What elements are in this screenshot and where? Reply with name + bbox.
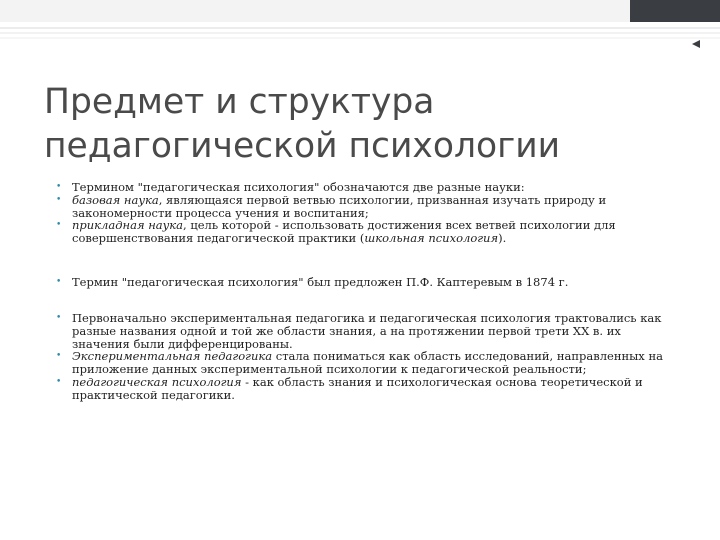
bullet-italic-term: базовая наука	[72, 192, 159, 207]
bullet-italic-term: Экспериментальная педагогика	[72, 349, 273, 364]
bullet-group-term-origin	[52, 276, 682, 289]
slide-title: Предмет и структура педагогической психологии	[44, 82, 561, 166]
bullet-item	[52, 276, 682, 289]
bullet-icon: •	[56, 194, 62, 205]
bullet-item	[52, 194, 682, 220]
bullet-text: Термин "педагогическая психология" был предложен П.Ф. Каптеревым в 1874 г.	[72, 275, 569, 289]
bullet-text: Первоначально экспериментальная педагогика и педагогическая психология трактовались как разные названия одной и той же области знания, а на протяжении первой трети XX в. их значения были дифференцированы.	[72, 311, 662, 351]
bullet-icon: •	[56, 220, 62, 231]
bullet-item	[52, 312, 682, 350]
bullet-group-history	[52, 312, 682, 402]
bullet-italic-term: прикладная наука	[72, 218, 184, 233]
bullet-group-definitions	[52, 181, 682, 245]
bullet-text: стала пониматься как область исследований, направленных на приложение данных экспериментальной психологии к педагогической реальности;	[72, 349, 663, 377]
bullet-italic-term: педагогическая психология	[72, 374, 242, 389]
bullet-item	[52, 350, 682, 376]
bullet-text: - как область знания и психологическая основа теоретической и практической педагогики.	[72, 374, 643, 402]
bullet-item	[52, 376, 682, 402]
bullet-icon: •	[56, 376, 62, 387]
bullet-italic-term: школьная психология	[364, 231, 499, 246]
bullet-icon: •	[56, 313, 62, 323]
header-decoration-lines	[0, 0, 720, 60]
bullet-text: , цель которой - использовать достижения всех ветвей психологии для совершенствования педагогической практики (	[72, 218, 616, 246]
bullet-icon: •	[56, 182, 62, 192]
bullet-text: Термином "педагогическая психология" обозначаются две разные науки:	[72, 180, 525, 194]
bullet-item	[52, 219, 682, 245]
bullet-icon: •	[56, 351, 62, 362]
bullet-icon: •	[56, 277, 62, 287]
bullet-text: ).	[498, 231, 507, 246]
bullet-text: , являющаяся первой ветвью психологии, призванная изучать природу и закономерности процесса учения и воспитания;	[72, 192, 607, 220]
